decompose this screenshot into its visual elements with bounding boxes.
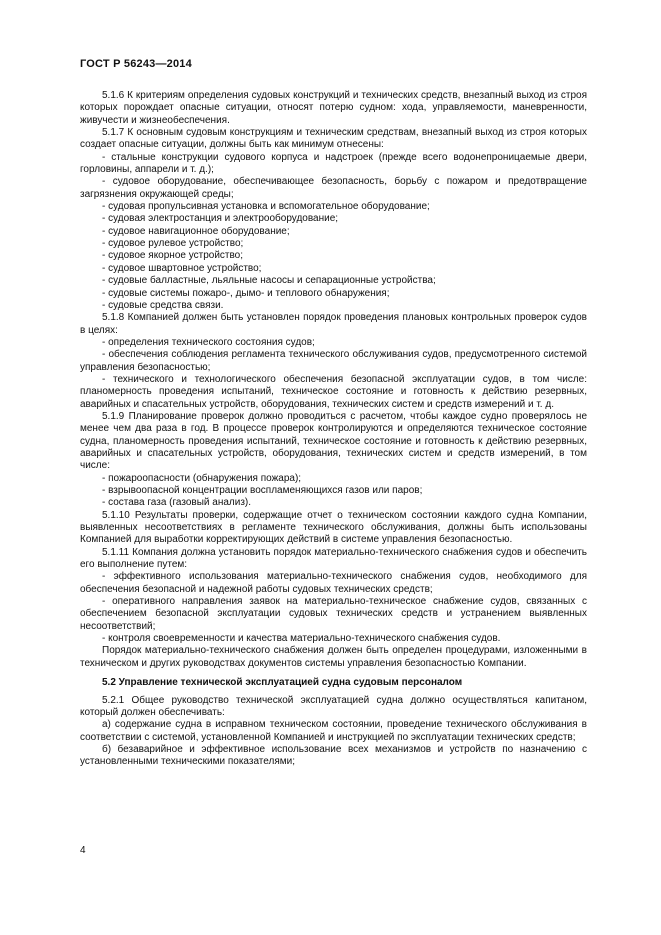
document-body [80,90,587,769]
paragraph: - судовые системы пожаро-, дымо- и теплового обнаружения; [102,287,390,299]
paragraph: 5.2.1 Общее руководство технической эксплуатацией судна должно осуществляться капитаном, который должен обеспечивать: [80,694,587,718]
paragraph: - состава газа (газовый анализ). [102,497,252,509]
paragraph: - судовые средства связи. [102,299,224,311]
paragraph: Порядок материально-технического снабжения должен быть определен процедурами, изложенными в техническом и других руководствах документов системы управления безопасностью Компании. [80,645,587,669]
paragraph: - эффективного использования материально-технического снабжения судов, необходимого для обеспечения безопасной и надежной работы судовых технических средств; [80,571,587,595]
paragraph: 5.1.11 Компания должна установить порядок материально-технического снабжения судов и обеспечить его выполнение путем: [80,546,587,571]
paragraph: - контроля своевременности и качества материально-технического снабжения судов. [102,633,501,645]
paragraph: - взрывоопасной концентрации воспламеняющихся газов или паров; [102,485,423,496]
paragraph: - судовое навигационное оборудование; [102,225,290,237]
paragraph: - определения технического состояния судов; [102,336,315,348]
paragraph: 5.1.9 Планирование проверок должно проводиться с расчетом, чтобы каждое судно проверялось не менее чем два раза в год. В процессе проверок контролируются и определяются техническое состояние судна, планомерность проведения испытаний, техническое состояние и готовность к действию резервных, аварийных и спасательных устройств, оборудования, технических систем и средств измерений, в том числе: [80,410,587,472]
paragraph: б) безаварийное и эффективное использование всех механизмов и устройств по назначению с установленными техническими показателями; [80,743,587,768]
paragraph: 5.1.6 К критериям определения судовых конструкций и технических средств, внезапный выход из строя которых порождает опасные ситуации, относят потерю судном: хода, управляемости, маневренности, живучести и жизнеобеспечения. [80,90,587,126]
paragraph: - судовая пропульсивная установка и вспомогательное оборудование; [102,201,430,213]
paragraph: - судовое рулевое устройство; [102,238,244,250]
section-heading: 5.2 Управление технической эксплуатацией судна судовым персоналом [102,677,463,689]
paragraph: - обеспечения соблюдения регламента технического обслуживания судов, предусмотренного системой управления безопасностью; [80,349,587,373]
paragraph: - судовое швартовное устройство; [102,262,262,274]
paragraph: а) содержание судна в исправном техническом состоянии, проведение технического обслуживания в соответствии с системой, установленной Компанией и инструкцией по эксплуатации технических средств; [80,719,587,743]
paragraph: 5.1.8 Компанией должен быть установлен порядок проведения плановых контрольных проверок судов в целях: [80,312,587,336]
paragraph: - судовая электростанция и электрооборудование; [102,213,339,225]
paragraph: - судовые балластные, льяльные насосы и сепарационные устройства; [102,275,436,287]
paragraph: 5.1.7 К основным судовым конструкциям и техническим средствам, внезапный выход из строя которых создает опасные ситуации, должны быть как минимум отнесены: [80,127,587,151]
paragraph: - судовое якорное устройство; [102,250,244,262]
paragraph: - стальные конструкции судового корпуса и надстроек (прежде всего водонепроницаемые двери, горловины, аппарели и т. д.); [80,151,587,176]
page-number: 4 [80,845,86,856]
paragraph: - оперативного направления заявок на материально-техническое снабжение судов, связанных с обеспечением безопасной эксплуатации судовых технических средств и устранением выявленных несоответствий; [80,596,587,632]
document-header: ГОСТ Р 56243—2014 [80,58,192,70]
paragraph: - судовое оборудование, обеспечивающее безопасность, борьбу с пожаром и предотвращение загрязнения окружающей среды; [80,176,587,200]
paragraph: - пожароопасности (обнаружения пожара); [102,472,302,484]
paragraph: - технического и технологического обеспечения безопасной эксплуатации судов, в том числе: планомерность проведения испытаний, техническое состояние и готовность к действию резервных, аварийных и спасательных устройств, оборудования, технических систем и средств измерений и т. д. [80,373,587,410]
paragraph: 5.1.10 Результаты проверки, содержащие отчет о техническом состоянии каждого судна Компании, выявленных несоответствиях в регламенте технического обслуживания, должны быть использованы Компанией для выработки корректирующих действий в системе управления безопасностью. [80,509,587,546]
